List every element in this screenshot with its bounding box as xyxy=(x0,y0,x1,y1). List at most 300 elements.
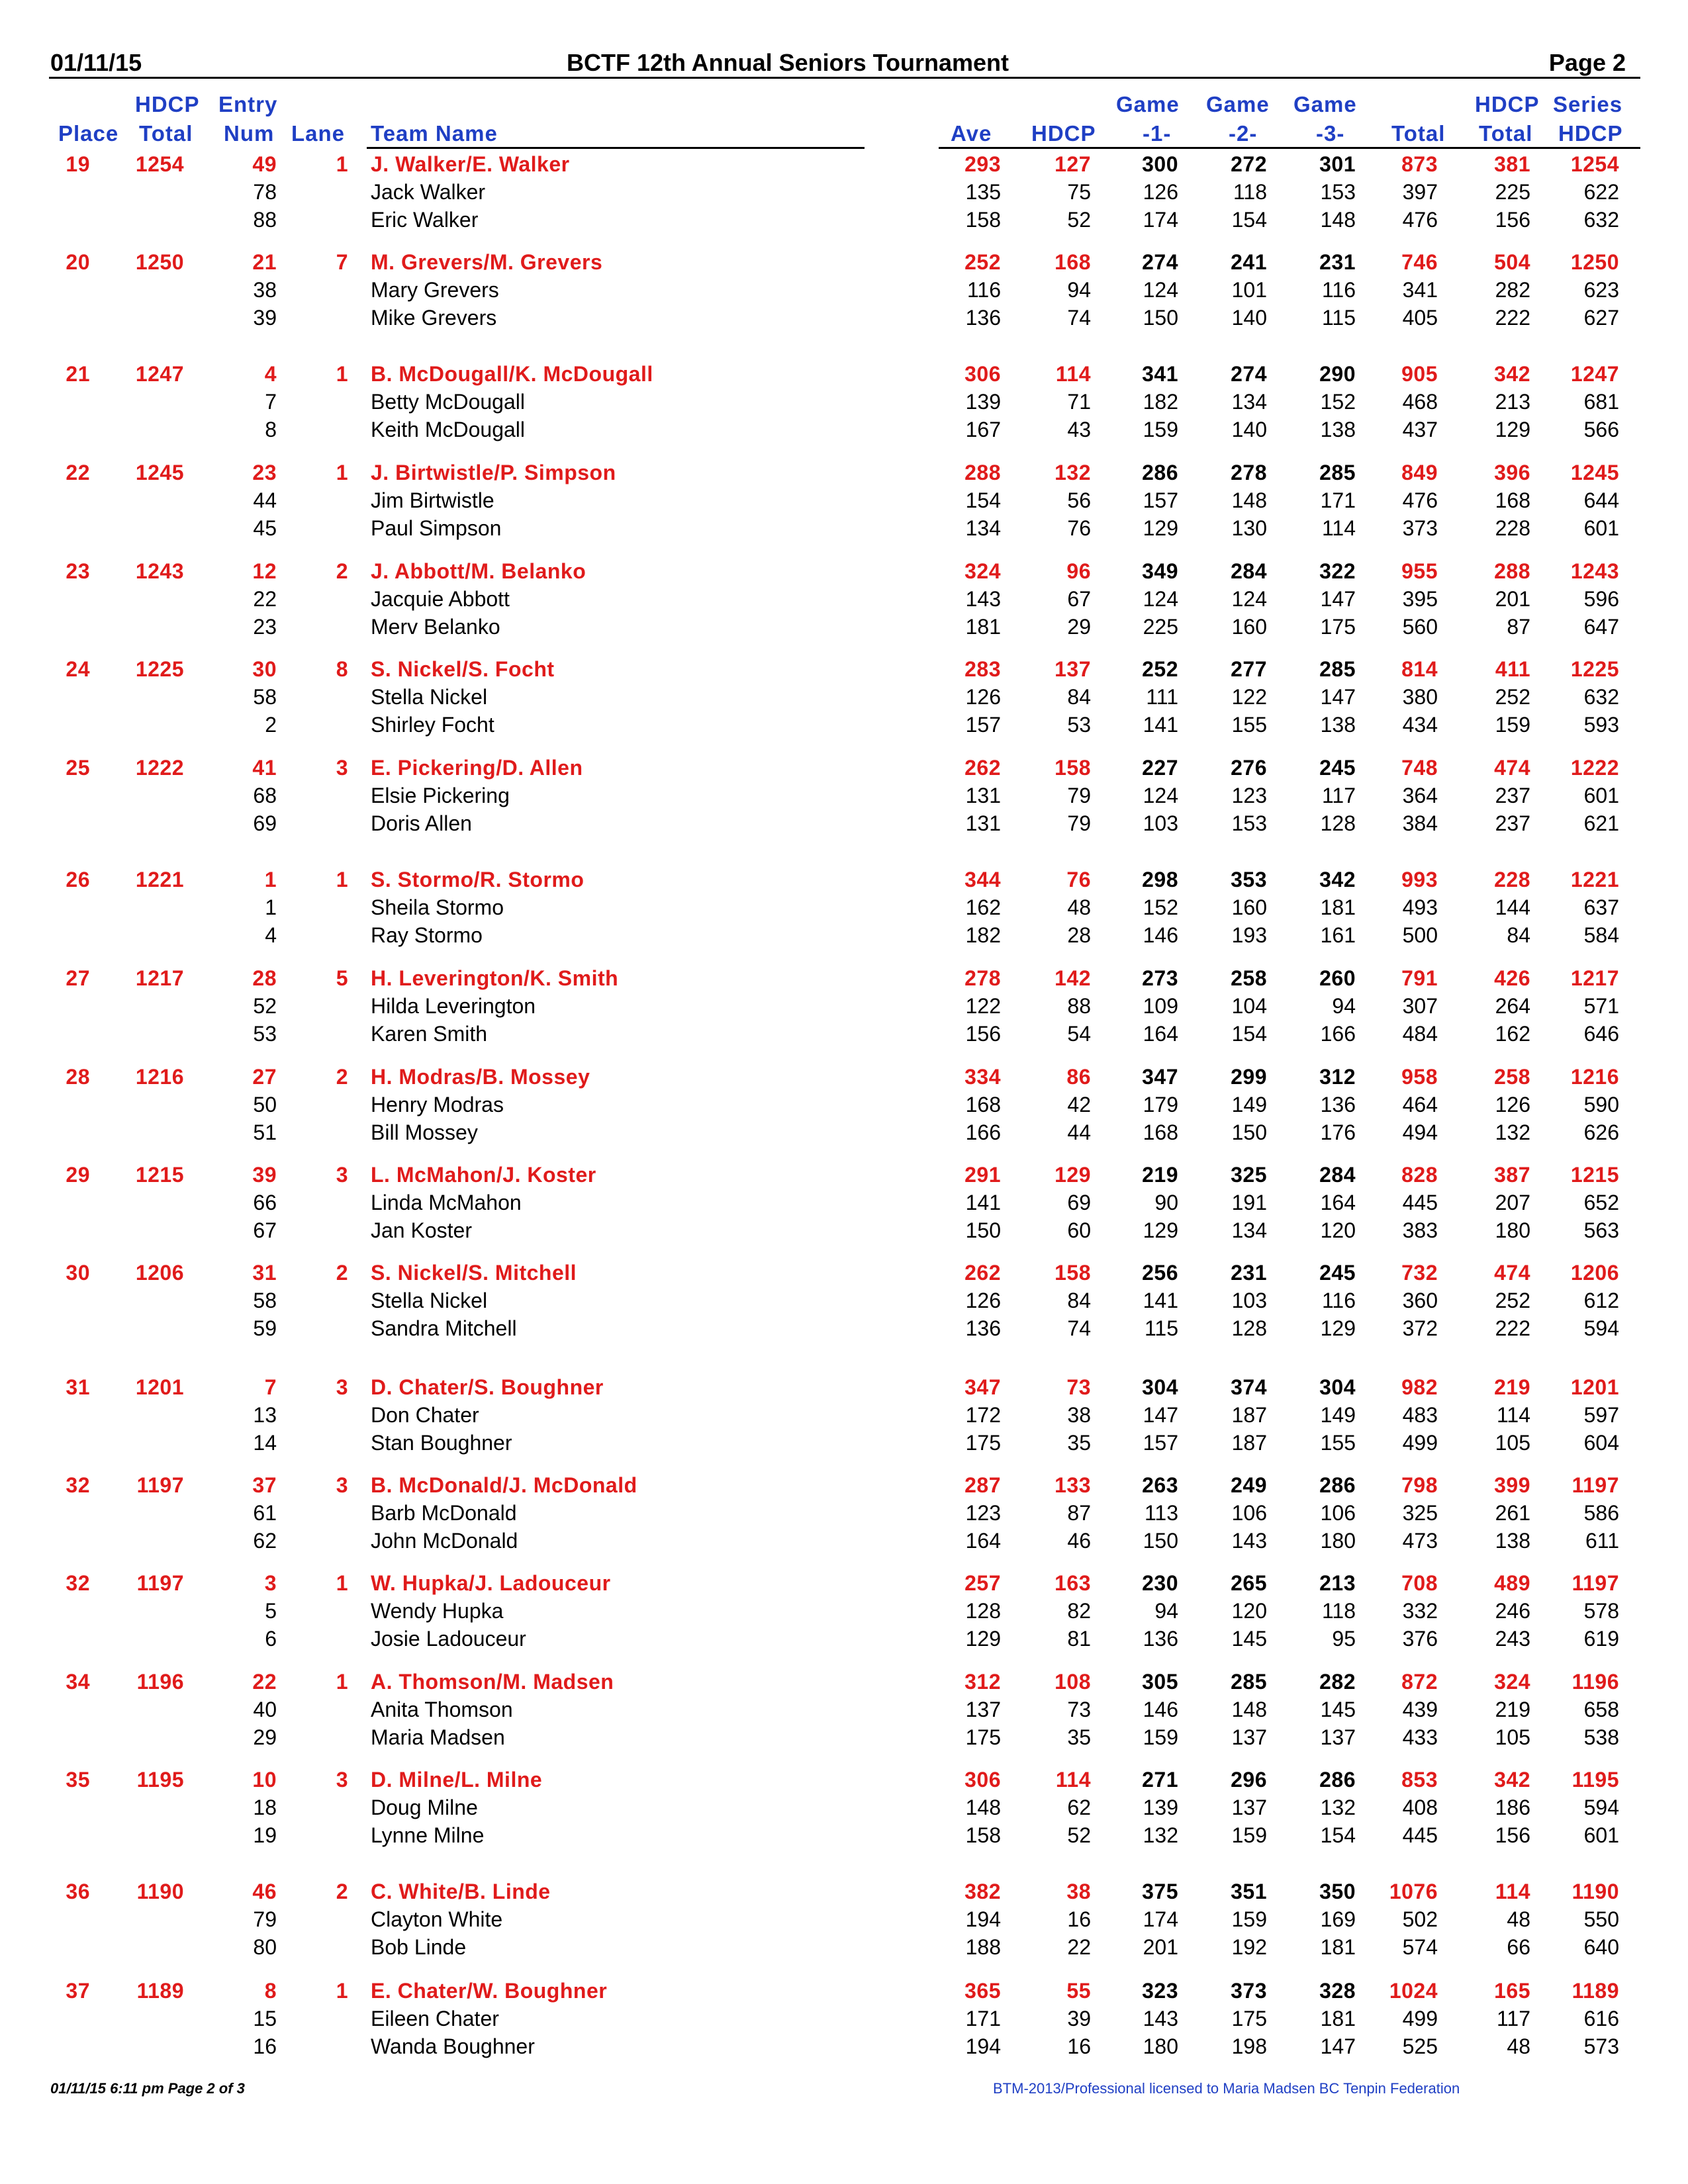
cell-g1: 305 xyxy=(1142,1670,1178,1694)
cell-total: 484 xyxy=(1402,1022,1438,1046)
cell-name: Doris Allen xyxy=(371,811,472,835)
cell-ave: 168 xyxy=(965,1093,1001,1116)
member-row xyxy=(0,1906,1688,1934)
cell-lane: 7 xyxy=(336,250,348,274)
cell-hdcp: 67 xyxy=(1067,587,1091,611)
cell-hdcp: 38 xyxy=(1067,1403,1091,1427)
cell-total: 499 xyxy=(1402,1431,1438,1455)
cell-entry: 49 xyxy=(252,152,277,176)
cell-lane: 2 xyxy=(336,1261,348,1285)
cell-hdcp: 87 xyxy=(1067,1501,1091,1525)
cell-series: 604 xyxy=(1583,1431,1619,1455)
cell-name: Sheila Stormo xyxy=(371,895,504,919)
cell-hdcp-tot: 159 xyxy=(1495,713,1530,737)
cell-series: 632 xyxy=(1583,685,1619,709)
cell-hdcp: 133 xyxy=(1055,1473,1091,1497)
cell-total: 828 xyxy=(1401,1163,1438,1187)
cell-total: 748 xyxy=(1401,756,1438,780)
cell-hdcp-tot: 114 xyxy=(1495,1880,1530,1903)
cell-g1: 349 xyxy=(1142,559,1178,583)
cell-entry: 19 xyxy=(253,1823,277,1847)
cell-series: 563 xyxy=(1583,1218,1619,1242)
cell-hdcp: 96 xyxy=(1066,559,1091,583)
cell-hdcp-tot: 411 xyxy=(1495,657,1530,681)
cell-ave: 172 xyxy=(965,1403,1001,1427)
cell-name: Stella Nickel xyxy=(371,685,488,709)
cell-g1: 150 xyxy=(1143,306,1178,330)
cell-g1: 109 xyxy=(1143,994,1178,1018)
cell-hdcp: 38 xyxy=(1066,1880,1091,1903)
team-row xyxy=(0,249,1688,277)
cell-lane: 1 xyxy=(336,362,348,386)
member-row xyxy=(0,1430,1688,1457)
cell-hdcp-total: 1221 xyxy=(135,868,184,891)
cell-total: 814 xyxy=(1401,657,1438,681)
cell-g1: 141 xyxy=(1143,713,1178,737)
cell-series: 566 xyxy=(1583,418,1619,441)
cell-total: 307 xyxy=(1402,994,1438,1018)
cell-name: Jacquie Abbott xyxy=(371,587,510,611)
cell-total: 1076 xyxy=(1389,1880,1438,1903)
cell-total: 1024 xyxy=(1389,1979,1438,2003)
cell-hdcp: 86 xyxy=(1066,1065,1091,1089)
col-game3-top: Game xyxy=(1293,92,1357,116)
cell-entry: 41 xyxy=(252,756,277,780)
cell-name: W. Hupka/J. Ladouceur xyxy=(371,1571,611,1595)
cell-g3: 138 xyxy=(1320,713,1356,737)
cell-hdcp: 163 xyxy=(1055,1571,1091,1595)
cell-g2: 106 xyxy=(1231,1501,1267,1525)
cell-name: Stella Nickel xyxy=(371,1289,488,1312)
cell-ave: 154 xyxy=(965,488,1001,512)
cell-entry: 27 xyxy=(252,1065,277,1089)
cell-total: 445 xyxy=(1402,1191,1438,1214)
cell-hdcp-total: 1243 xyxy=(135,559,184,583)
cell-series: 590 xyxy=(1583,1093,1619,1116)
team-row xyxy=(0,754,1688,782)
cell-total: 982 xyxy=(1401,1375,1438,1399)
cell-ave: 134 xyxy=(965,516,1001,540)
cell-hdcp-total: 1196 xyxy=(136,1670,184,1694)
team-row xyxy=(0,1472,1688,1500)
cell-entry: 61 xyxy=(253,1501,277,1525)
cell-g1: 90 xyxy=(1154,1191,1178,1214)
cell-hdcp-total: 1245 xyxy=(135,461,184,484)
cell-hdcp-tot: 201 xyxy=(1495,587,1530,611)
cell-g2: 148 xyxy=(1231,488,1267,512)
cell-ave: 334 xyxy=(964,1065,1001,1089)
member-row xyxy=(0,1091,1688,1119)
cell-place: 37 xyxy=(66,1979,90,2003)
member-row xyxy=(0,1119,1688,1147)
cell-hdcp-tot: 243 xyxy=(1495,1627,1530,1651)
cell-series: 1243 xyxy=(1570,559,1619,583)
cell-entry: 53 xyxy=(253,1022,277,1046)
cell-g3: 136 xyxy=(1320,1093,1356,1116)
cell-g3: 152 xyxy=(1320,390,1356,414)
cell-g1: 139 xyxy=(1143,1796,1178,1819)
cell-hdcp-tot: 324 xyxy=(1494,1670,1530,1694)
cell-place: 28 xyxy=(66,1065,90,1089)
cell-name: E. Chater/W. Boughner xyxy=(371,1979,608,2003)
cell-hdcp-tot: 225 xyxy=(1495,180,1530,204)
cell-hdcp-tot: 48 xyxy=(1507,1907,1530,1931)
cell-series: 1189 xyxy=(1571,1979,1619,2003)
cell-ave: 156 xyxy=(965,1022,1001,1046)
cell-series: 594 xyxy=(1583,1796,1619,1819)
team-row xyxy=(0,656,1688,684)
cell-entry: 31 xyxy=(252,1261,277,1285)
cell-g2: 104 xyxy=(1231,994,1267,1018)
cell-total: 574 xyxy=(1402,1935,1438,1959)
cell-g3: 284 xyxy=(1319,1163,1356,1187)
cell-name: Eileen Chater xyxy=(371,2007,499,2030)
cell-hdcp: 75 xyxy=(1067,180,1091,204)
cell-total: 364 xyxy=(1402,784,1438,807)
cell-series: 1215 xyxy=(1570,1163,1619,1187)
cell-total: 905 xyxy=(1401,362,1438,386)
cell-entry: 10 xyxy=(252,1768,277,1792)
cell-hdcp: 54 xyxy=(1067,1022,1091,1046)
cell-hdcp-tot: 105 xyxy=(1495,1725,1530,1749)
cell-entry: 39 xyxy=(252,1163,277,1187)
cell-ave: 158 xyxy=(965,208,1001,232)
cell-entry: 23 xyxy=(253,615,277,639)
cell-g3: 149 xyxy=(1320,1403,1356,1427)
cell-hdcp: 48 xyxy=(1067,895,1091,919)
cell-g1: 124 xyxy=(1143,278,1178,302)
cell-entry: 66 xyxy=(253,1191,277,1214)
cell-name: Mary Grevers xyxy=(371,278,499,302)
cell-hdcp: 62 xyxy=(1067,1796,1091,1819)
cell-hdcp-tot: 489 xyxy=(1494,1571,1530,1595)
cell-hdcp: 132 xyxy=(1055,461,1091,484)
cell-g3: 171 xyxy=(1320,488,1356,512)
cell-g2: 134 xyxy=(1231,390,1267,414)
cell-g2: 150 xyxy=(1231,1120,1267,1144)
cell-g3: 118 xyxy=(1321,1599,1356,1623)
cell-g3: 245 xyxy=(1319,756,1356,780)
cell-g1: 256 xyxy=(1142,1261,1178,1285)
cell-hdcp-total: 1197 xyxy=(136,1473,184,1497)
cell-g1: 132 xyxy=(1143,1823,1178,1847)
cell-hdcp-tot: 156 xyxy=(1495,208,1530,232)
cell-hdcp: 53 xyxy=(1067,713,1091,737)
cell-total: 494 xyxy=(1402,1120,1438,1144)
team-row xyxy=(0,965,1688,993)
cell-g2: 145 xyxy=(1231,1627,1267,1651)
cell-hdcp: 76 xyxy=(1066,868,1091,891)
team-row xyxy=(0,866,1688,894)
cell-g1: 168 xyxy=(1143,1120,1178,1144)
member-row xyxy=(0,1625,1688,1653)
cell-lane: 1 xyxy=(336,461,348,484)
cell-entry: 15 xyxy=(253,2007,277,2030)
cell-g2: 258 xyxy=(1231,966,1267,990)
cell-name: Merv Belanko xyxy=(371,615,500,639)
cell-g3: 161 xyxy=(1320,923,1356,947)
cell-hdcp-tot: 381 xyxy=(1494,152,1530,176)
cell-total: 395 xyxy=(1402,587,1438,611)
team-row xyxy=(0,1668,1688,1696)
cell-g1: 159 xyxy=(1143,418,1178,441)
cell-g3: 304 xyxy=(1319,1375,1356,1399)
cell-hdcp-tot: 261 xyxy=(1495,1501,1530,1525)
col-game3: -3- xyxy=(1316,121,1345,146)
footer-timestamp: 01/11/15 6:11 pm Page 2 of 3 xyxy=(50,2080,245,2097)
cell-g1: 141 xyxy=(1143,1289,1178,1312)
cell-g3: 342 xyxy=(1319,868,1356,891)
cell-hdcp-tot: 219 xyxy=(1494,1375,1530,1399)
cell-place: 35 xyxy=(66,1768,90,1792)
cell-total: 499 xyxy=(1402,2007,1438,2030)
cell-ave: 137 xyxy=(965,1698,1001,1721)
cell-hdcp-total: 1215 xyxy=(135,1163,184,1187)
cell-g1: 157 xyxy=(1143,488,1178,512)
cell-place: 21 xyxy=(66,362,90,386)
cell-total: 993 xyxy=(1401,868,1438,891)
member-row xyxy=(0,1822,1688,1850)
member-row xyxy=(0,1189,1688,1217)
cell-lane: 3 xyxy=(336,1375,348,1399)
cell-total: 476 xyxy=(1402,208,1438,232)
cell-place: 31 xyxy=(66,1375,90,1399)
cell-name: Eric Walker xyxy=(371,208,479,232)
cell-name: E. Pickering/D. Allen xyxy=(371,756,583,780)
cell-hdcp-tot: 114 xyxy=(1496,1403,1530,1427)
cell-hdcp: 39 xyxy=(1067,2007,1091,2030)
cell-g1: 124 xyxy=(1143,587,1178,611)
col-series-top: Series xyxy=(1553,92,1623,116)
cell-series: 1222 xyxy=(1570,756,1619,780)
team-row xyxy=(0,1259,1688,1287)
cell-place: 23 xyxy=(66,559,90,583)
cell-total: 341 xyxy=(1402,278,1438,302)
cell-total: 468 xyxy=(1402,390,1438,414)
cell-place: 22 xyxy=(66,461,90,484)
cell-g2: 137 xyxy=(1231,1725,1267,1749)
cell-hdcp-tot: 186 xyxy=(1495,1796,1530,1819)
cell-total: 445 xyxy=(1402,1823,1438,1847)
cell-g1: 298 xyxy=(1142,868,1178,891)
cell-g3: 350 xyxy=(1319,1880,1356,1903)
cell-name: A. Thomson/M. Madsen xyxy=(371,1670,614,1694)
cell-g2: 284 xyxy=(1231,559,1267,583)
cell-entry: 3 xyxy=(264,1571,277,1595)
cell-g3: 282 xyxy=(1319,1670,1356,1694)
cell-g3: 116 xyxy=(1321,1289,1356,1312)
cell-entry: 79 xyxy=(253,1907,277,1931)
member-row xyxy=(0,1500,1688,1527)
cell-hdcp: 16 xyxy=(1067,1907,1091,1931)
cell-g3: 129 xyxy=(1320,1316,1356,1340)
cell-g1: 150 xyxy=(1143,1529,1178,1553)
member-row xyxy=(0,515,1688,543)
cell-g3: 132 xyxy=(1320,1796,1356,1819)
cell-series: 1201 xyxy=(1570,1375,1619,1399)
cell-series: 681 xyxy=(1583,390,1619,414)
cell-name: Keith McDougall xyxy=(371,418,525,441)
cell-hdcp-tot: 342 xyxy=(1494,362,1530,386)
cell-entry: 7 xyxy=(265,390,277,414)
cell-ave: 162 xyxy=(965,895,1001,919)
cell-g1: 94 xyxy=(1154,1599,1178,1623)
cell-g1: 174 xyxy=(1143,1907,1178,1931)
cell-g3: 286 xyxy=(1319,1768,1356,1792)
cell-hdcp-tot: 213 xyxy=(1495,390,1530,414)
cell-hdcp-tot: 126 xyxy=(1495,1093,1530,1116)
cell-ave: 150 xyxy=(965,1218,1001,1242)
col-game1-top: Game xyxy=(1116,92,1180,116)
cell-g2: 154 xyxy=(1231,1022,1267,1046)
cell-g1: 180 xyxy=(1143,2034,1178,2058)
cell-hdcp-tot: 396 xyxy=(1494,461,1530,484)
cell-name: Ray Stormo xyxy=(371,923,483,947)
member-row xyxy=(0,1287,1688,1315)
cell-total: 372 xyxy=(1402,1316,1438,1340)
cell-total: 872 xyxy=(1401,1670,1438,1694)
cell-g2: 276 xyxy=(1231,756,1267,780)
cell-lane: 1 xyxy=(336,1670,348,1694)
col-hdcp-total-top: HDCP xyxy=(135,92,200,116)
cell-name: Karen Smith xyxy=(371,1022,488,1046)
cell-g1: 300 xyxy=(1142,152,1178,176)
report-title: BCTF 12th Annual Seniors Tournament xyxy=(566,49,1009,76)
cell-hdcp: 168 xyxy=(1055,250,1091,274)
cell-g3: 137 xyxy=(1320,1725,1356,1749)
cell-g3: 148 xyxy=(1320,208,1356,232)
cell-name: Maria Madsen xyxy=(371,1725,505,1749)
cell-entry: 4 xyxy=(265,923,277,947)
cell-name: Shirley Focht xyxy=(371,713,494,737)
cell-g3: 245 xyxy=(1319,1261,1356,1285)
cell-name: Lynne Milne xyxy=(371,1823,485,1847)
cell-series: 616 xyxy=(1583,2007,1619,2030)
cell-total: 360 xyxy=(1402,1289,1438,1312)
cell-name: H. Modras/B. Mossey xyxy=(371,1065,590,1089)
cell-hdcp-total: 1250 xyxy=(135,250,184,274)
cell-series: 627 xyxy=(1583,306,1619,330)
cell-series: 1190 xyxy=(1571,1880,1619,1903)
cell-total: 849 xyxy=(1401,461,1438,484)
cell-g2: 353 xyxy=(1231,868,1267,891)
cell-g3: 181 xyxy=(1320,1935,1356,1959)
cell-name: B. McDougall/K. McDougall xyxy=(371,362,653,386)
cell-hdcp: 28 xyxy=(1067,923,1091,947)
cell-g3: 147 xyxy=(1320,587,1356,611)
cell-series: 1196 xyxy=(1571,1670,1619,1694)
cell-hdcp-total: 1225 xyxy=(135,657,184,681)
cell-entry: 2 xyxy=(265,713,277,737)
cell-lane: 1 xyxy=(336,1571,348,1595)
cell-hdcp-tot: 222 xyxy=(1495,1316,1530,1340)
cell-name: Wanda Boughner xyxy=(371,2034,535,2058)
cell-g3: 213 xyxy=(1319,1571,1356,1595)
cell-hdcp-tot: 180 xyxy=(1495,1218,1530,1242)
cell-total: 791 xyxy=(1401,966,1438,990)
cell-g1: 323 xyxy=(1142,1979,1178,2003)
cell-name: S. Nickel/S. Focht xyxy=(371,657,555,681)
cell-ave: 365 xyxy=(964,1979,1001,2003)
cell-hdcp: 52 xyxy=(1067,208,1091,232)
cell-entry: 1 xyxy=(264,868,277,891)
col-hdcp-total2-top: HDCP xyxy=(1475,92,1540,116)
cell-entry: 52 xyxy=(253,994,277,1018)
cell-ave: 347 xyxy=(964,1375,1001,1399)
cell-total: 798 xyxy=(1401,1473,1438,1497)
cell-name: J. Walker/E. Walker xyxy=(371,152,570,176)
cell-g2: 272 xyxy=(1231,152,1267,176)
cell-series: 573 xyxy=(1583,2034,1619,2058)
cell-series: 621 xyxy=(1583,811,1619,835)
cell-g2: 198 xyxy=(1231,2034,1267,2058)
cell-g2: 123 xyxy=(1231,784,1267,807)
cell-hdcp-tot: 228 xyxy=(1495,516,1530,540)
cell-g1: 375 xyxy=(1142,1880,1178,1903)
cell-ave: 291 xyxy=(964,1163,1001,1187)
cell-hdcp: 35 xyxy=(1067,1725,1091,1749)
cell-g1: 341 xyxy=(1142,362,1178,386)
cell-total: 483 xyxy=(1402,1403,1438,1427)
cell-g2: 277 xyxy=(1231,657,1267,681)
cell-g3: 328 xyxy=(1319,1979,1356,2003)
cell-hdcp: 84 xyxy=(1067,685,1091,709)
cell-ave: 306 xyxy=(964,1768,1001,1792)
cell-g3: 117 xyxy=(1321,784,1356,807)
cell-g3: 147 xyxy=(1320,2034,1356,2058)
cell-name: Henry Modras xyxy=(371,1093,504,1116)
cell-g2: 187 xyxy=(1231,1403,1267,1427)
cell-name: Sandra Mitchell xyxy=(371,1316,517,1340)
cell-hdcp-tot: 258 xyxy=(1494,1065,1530,1089)
cell-hdcp-total: 1216 xyxy=(135,1065,184,1089)
cell-place: 30 xyxy=(66,1261,90,1285)
member-row xyxy=(0,1217,1688,1245)
cell-name: Josie Ladouceur xyxy=(371,1627,526,1651)
cell-series: 571 xyxy=(1583,994,1619,1018)
cell-ave: 382 xyxy=(964,1880,1001,1903)
col-hdcp: HDCP xyxy=(1031,121,1096,146)
member-row xyxy=(0,1402,1688,1430)
cell-g1: 136 xyxy=(1143,1627,1178,1651)
cell-ave: 131 xyxy=(965,784,1001,807)
cell-g2: 351 xyxy=(1231,1880,1267,1903)
cell-hdcp: 84 xyxy=(1067,1289,1091,1312)
cell-ave: 139 xyxy=(965,390,1001,414)
cell-g2: 122 xyxy=(1231,685,1267,709)
cell-g3: 231 xyxy=(1319,250,1356,274)
cell-place: 34 xyxy=(66,1670,90,1694)
cell-g1: 274 xyxy=(1142,250,1178,274)
cell-hdcp-tot: 252 xyxy=(1495,685,1530,709)
cell-hdcp-tot: 399 xyxy=(1494,1473,1530,1497)
col-hdcp-total2: Total xyxy=(1479,121,1533,146)
cell-total: 493 xyxy=(1402,895,1438,919)
cell-series: 1254 xyxy=(1570,152,1619,176)
cell-hdcp-tot: 132 xyxy=(1495,1120,1530,1144)
cell-ave: 171 xyxy=(965,2007,1001,2030)
cell-hdcp-tot: 426 xyxy=(1494,966,1530,990)
cell-g3: 114 xyxy=(1321,516,1356,540)
cell-g1: 219 xyxy=(1142,1163,1178,1187)
cell-hdcp-total: 1222 xyxy=(135,756,184,780)
cell-entry: 16 xyxy=(253,2034,277,2058)
cell-hdcp-total: 1197 xyxy=(136,1571,184,1595)
cell-ave: 288 xyxy=(964,461,1001,484)
cell-g3: 286 xyxy=(1319,1473,1356,1497)
cell-g2: 130 xyxy=(1231,516,1267,540)
cell-ave: 278 xyxy=(964,966,1001,990)
